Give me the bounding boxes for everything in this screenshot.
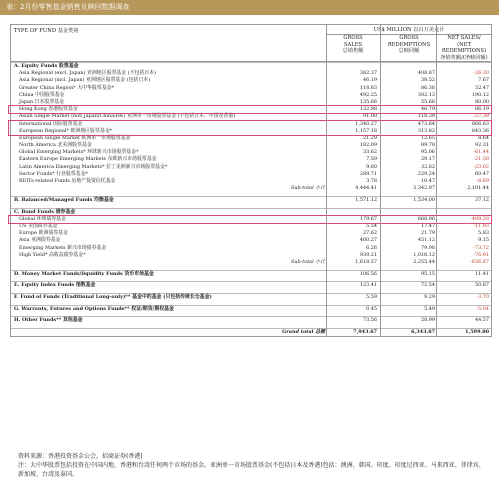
column-divider — [380, 25, 381, 336]
gross-redemptions-value: 72.54 — [420, 282, 435, 289]
gross-redemptions-value: 10.47 — [420, 178, 435, 184]
gross-sales-value: 939.21 — [359, 251, 377, 258]
fund-type-label: D. Money Market Funds/liquidity Funds 货币市场基金 — [14, 270, 154, 277]
fund-type-label: North America 北美洲股票基金 — [19, 142, 92, 149]
header-text: GROSS — [399, 35, 419, 41]
table-row — [11, 113, 491, 120]
subtotal-row — [11, 185, 491, 192]
gross-sales-value: 1,340.27 — [355, 120, 377, 127]
header-text: GROSS — [343, 35, 363, 41]
fund-type-label: Asia Regional (excl. Japan) 亚洲地区股票基金 (不包括日本) — [19, 70, 156, 77]
gross-sales-value: 9.60 — [366, 163, 377, 170]
grand-total-row — [11, 328, 491, 336]
gross-sales-value: 179.67 — [359, 215, 377, 222]
gross-sales-value: 73.56 — [362, 317, 377, 324]
gross-sales-value: 492.25 — [359, 91, 377, 98]
gross-sales-value: 382.37 — [359, 70, 377, 77]
gross-redemptions-value: 313.82 — [417, 127, 435, 134]
gross-sales-value: 1,618.57 — [355, 258, 377, 265]
gross-sales-value: 6.26 — [366, 244, 377, 251]
net-sales-value: 9.15 — [478, 237, 489, 244]
gross-sales-value: 289.71 — [359, 170, 377, 177]
fund-type-label: European Regional* 欧洲地区股票基金* — [19, 127, 113, 134]
fund-type-label: Hong Kong 香港股票基金 — [19, 106, 78, 113]
gross-sales-value: 3.78 — [366, 178, 377, 184]
header-text: 总赎回额 — [398, 48, 420, 54]
table-row — [11, 245, 491, 252]
table-row — [11, 252, 491, 259]
gross-sales-value: 1,571.12 — [355, 196, 377, 203]
gross-redemptions-value: 668.96 — [417, 215, 435, 222]
table-row — [11, 164, 491, 171]
net-sales-value: -636.87 — [470, 258, 489, 265]
type-of-fund-header: TYPE OF FUND 基金类别 — [14, 28, 79, 34]
gross-sales-value: 91.00 — [362, 113, 377, 120]
net-sales-header — [437, 35, 491, 61]
net-sales-value: 80.00 — [474, 98, 489, 105]
gross-sales-value: 46.19 — [362, 77, 377, 84]
net-sales-value: -73.72 — [473, 244, 489, 251]
gross-redemptions-value: 46.79 — [420, 106, 435, 113]
fund-type-label: E. Equity Index Funds 指数基金 — [14, 282, 96, 289]
fund-type-label: Global Emerging Markets* 环球新兴市场股票基金* — [19, 149, 139, 156]
gross-sales-value: 21.29 — [362, 134, 377, 141]
table-row — [11, 223, 491, 230]
net-sales-value: 92.31 — [474, 142, 489, 149]
net-sales-value: -11.93 — [473, 222, 489, 229]
net-sales-value: 7.67 — [478, 77, 489, 84]
net-sales-value: 5.83 — [478, 230, 489, 237]
gross-sales-value: 106.56 — [359, 270, 377, 277]
gross-redemptions-value: 55.66 — [420, 98, 435, 105]
header-text: 净销售额/(净赎回额) — [440, 54, 488, 61]
gross-redemptions-value: 6,343.87 — [411, 329, 435, 335]
gross-sales-value: 27.62 — [362, 230, 377, 237]
table-row — [11, 230, 491, 237]
fund-type-label: Sector Funds* 行业股票基金* — [19, 170, 88, 177]
gross-redemptions-value: 2,342.97 — [413, 185, 435, 192]
section-row — [11, 293, 491, 301]
gross-redemptions-value: 21.79 — [420, 230, 435, 237]
gross-redemptions-header — [381, 35, 437, 55]
header-text: NET SALES/ — [447, 35, 481, 41]
table-row — [11, 85, 491, 92]
fund-type-label: US 美国债券基金 — [19, 222, 58, 229]
gross-redemptions-value: 1,534.00 — [413, 196, 435, 203]
net-sales-value: 37.12 — [474, 196, 489, 203]
net-sales-value: 44.57 — [474, 317, 489, 324]
fund-type-label: High Yield* 高收益债券基金* — [19, 251, 86, 258]
subtotal-row — [11, 259, 491, 266]
column-divider — [326, 25, 327, 336]
gross-sales-value: 182.09 — [359, 142, 377, 149]
net-sales-value: 86.19 — [474, 106, 489, 113]
table-row — [11, 156, 491, 163]
fund-type-label: G. Warrants, Futures and Options Funds** 权证/期货/期权基金 — [14, 305, 174, 312]
gross-sales-value: 33.62 — [362, 149, 377, 156]
section-row — [11, 270, 491, 278]
gross-redemptions-value: 79.98 — [420, 244, 435, 251]
table-row — [11, 121, 491, 128]
table-row — [11, 171, 491, 178]
fund-type-label: Europe 欧洲债券基金 — [19, 230, 68, 237]
fund-type-label: China 中国股票基金 — [19, 91, 65, 98]
gross-sales-value: 4,444.41 — [355, 185, 377, 192]
section-row — [11, 316, 491, 324]
table-row — [11, 128, 491, 135]
section-row — [11, 196, 491, 204]
table-title-bar — [0, 0, 499, 15]
table-body — [11, 62, 491, 336]
net-sales-value: -3.70 — [476, 293, 489, 300]
gross-sales-value: 5.54 — [366, 222, 377, 229]
gross-sales-value: 135.66 — [359, 98, 377, 105]
gross-redemptions-value: 2,255.44 — [413, 258, 435, 265]
net-sales-value: -21.58 — [473, 156, 489, 163]
net-sales-value: 60.47 — [474, 170, 489, 177]
fund-type-label: Emerging Markets 新兴市场债券基金 — [19, 244, 107, 251]
header-text: REDEMPTIONS — [387, 41, 431, 48]
gross-redemptions-value: 89.78 — [420, 142, 435, 149]
gross-redemptions-value: 17.47 — [420, 222, 435, 229]
fund-type-label: Eastern Europe Emerging Markets 东欧新兴市场股票基金 — [19, 156, 157, 163]
gross-redemptions-value: 38.52 — [420, 77, 435, 84]
fund-table — [10, 24, 492, 337]
fund-type-label: Asia Regional (incl. Japan) 亚洲地区股票基金 (包括日本) — [19, 77, 151, 84]
footnotes — [18, 452, 488, 479]
fund-type-label: Japan 日本股票基金 — [19, 98, 64, 105]
fund-type-label: A. Equity Funds 股票基金 — [14, 63, 79, 69]
gross-redemptions-value: 5.49 — [424, 305, 435, 312]
section-row — [11, 305, 491, 313]
gross-sales-value: 0.45 — [366, 305, 377, 312]
gross-sales-value: 5.59 — [366, 293, 377, 300]
gross-redemptions-value: 1,016.12 — [413, 251, 435, 258]
net-sales-value: -27.39 — [473, 113, 489, 120]
fund-type-label: Asian Single Market (non Japan/China/HK) 亚洲单一市场股票基金 (不包括日本、中国及香港) — [19, 113, 236, 120]
gross-sales-value: 123.41 — [359, 282, 377, 289]
net-sales-value: -6.69 — [476, 178, 489, 184]
source-note: 资料来源：香港投资基金公会，招商证券(香港) — [18, 453, 143, 460]
gross-redemptions-value: 95.15 — [420, 270, 435, 277]
net-sales-value: 8.64 — [478, 134, 489, 141]
net-sales-value: -5.04 — [476, 305, 489, 312]
gross-sales-value: 132.98 — [359, 106, 377, 113]
fund-type-label: REITs-related Funds 房地产投资信托基金 — [19, 178, 116, 184]
fund-type-label: B. Balanced/Managed Funds 均衡基金 — [14, 196, 114, 203]
gross-redemptions-value: 12.65 — [420, 134, 435, 141]
net-sales-value: 1,599.80 — [465, 329, 489, 335]
table-row — [11, 135, 491, 142]
fund-type-label: Sub-total 小计 — [291, 258, 325, 265]
usd-million-header: US$ MILLION 以百万美元计 — [327, 26, 491, 35]
fund-type-label: F. Fund of Funds (Traditional Long-only)** 基金中的基金 (只包括传统长仓基金) — [14, 293, 212, 300]
fund-type-label: Asia 亚洲债券基金 — [19, 237, 61, 244]
gross-redemptions-value: 451.12 — [417, 237, 435, 244]
gross-redemptions-value: 29.17 — [420, 156, 435, 163]
gross-redemptions-value: 32.62 — [420, 163, 435, 170]
net-sales-value: 2,101.44 — [467, 185, 489, 192]
net-sales-value: 866.63 — [471, 120, 489, 127]
table-row — [11, 77, 491, 84]
table-row — [11, 99, 491, 106]
gross-redemptions-value: 302.13 — [417, 91, 435, 98]
gross-redemptions-value: 28.99 — [420, 317, 435, 324]
gross-sales-header — [327, 35, 379, 55]
gross-sales-value: 7.59 — [366, 156, 377, 163]
gross-redemptions-value: 408.67 — [417, 70, 435, 77]
header-text: SALES — [343, 41, 363, 48]
gross-sales-value: 460.27 — [359, 237, 377, 244]
gross-redemptions-value: 118.39 — [417, 113, 435, 120]
fund-type-label: Greater China Region* 大中华股票基金* — [19, 84, 114, 91]
fund-type-label: Grand total 总额 — [282, 329, 325, 335]
table-row — [11, 216, 491, 223]
header-text: 总销售额 — [342, 48, 364, 54]
net-sales-value: -23.02 — [473, 163, 489, 170]
gross-redemptions-value: 473.64 — [417, 120, 435, 127]
gross-sales-value: 7,943.67 — [353, 329, 377, 335]
net-sales-value: 32.47 — [474, 84, 489, 91]
net-sales-value: 843.36 — [471, 127, 489, 134]
net-sales-value: -61.44 — [473, 149, 489, 156]
section-row — [11, 208, 491, 216]
fund-type-label: Global 环球债券基金 — [19, 215, 66, 222]
gross-redemptions-value: 86.36 — [420, 84, 435, 91]
fund-type-label: Sub-total 小计 — [291, 185, 325, 192]
table-row — [11, 237, 491, 244]
header-text: (NET REDEMPTIONS) — [441, 41, 487, 54]
fund-type-label: H. Other Funds** 其他基金 — [14, 317, 83, 324]
gross-redemptions-value: 229.24 — [417, 170, 435, 177]
gross-redemptions-value: 9.29 — [424, 293, 435, 300]
section-row — [11, 62, 491, 70]
net-sales-value: -76.91 — [473, 251, 489, 258]
section-row — [11, 281, 491, 289]
fund-type-label: C. Bond Funds 债券基金 — [14, 208, 76, 215]
footnote: 注：大中华股票包括投资在中国内地、香港和台湾任何两个市场的基金。亚洲单一市场股票基金(不包括日本及香港)包括：澳洲、韩国、印度、印度尼西亚、马来西亚、菲律宾、新加坡、台湾及泰国。 — [18, 462, 485, 478]
gross-sales-value: 118.83 — [359, 84, 377, 91]
net-sales-value: -489.29 — [470, 215, 489, 222]
table-row — [11, 178, 491, 185]
net-sales-value: 50.87 — [474, 282, 489, 289]
net-sales-value: 11.41 — [474, 270, 489, 277]
table-header — [11, 25, 491, 62]
column-divider — [436, 25, 437, 336]
table-row — [11, 92, 491, 99]
gross-redemptions-value: 95.06 — [420, 149, 435, 156]
net-sales-value: 190.12 — [471, 91, 489, 98]
gross-sales-value: 1,157.18 — [355, 127, 377, 134]
fund-type-label: International 国际股票基金 — [19, 120, 83, 127]
net-sales-value: -26.30 — [473, 70, 489, 77]
fund-type-label: Latin America Emerging Markets* 拉丁美洲新兴市场股票基金* — [19, 163, 168, 170]
fund-type-label: European Single Market 欧洲单一市场股票基金 — [19, 134, 131, 141]
table-title: 表：2月份零售基金销售及赎回数据调查 — [6, 3, 130, 11]
